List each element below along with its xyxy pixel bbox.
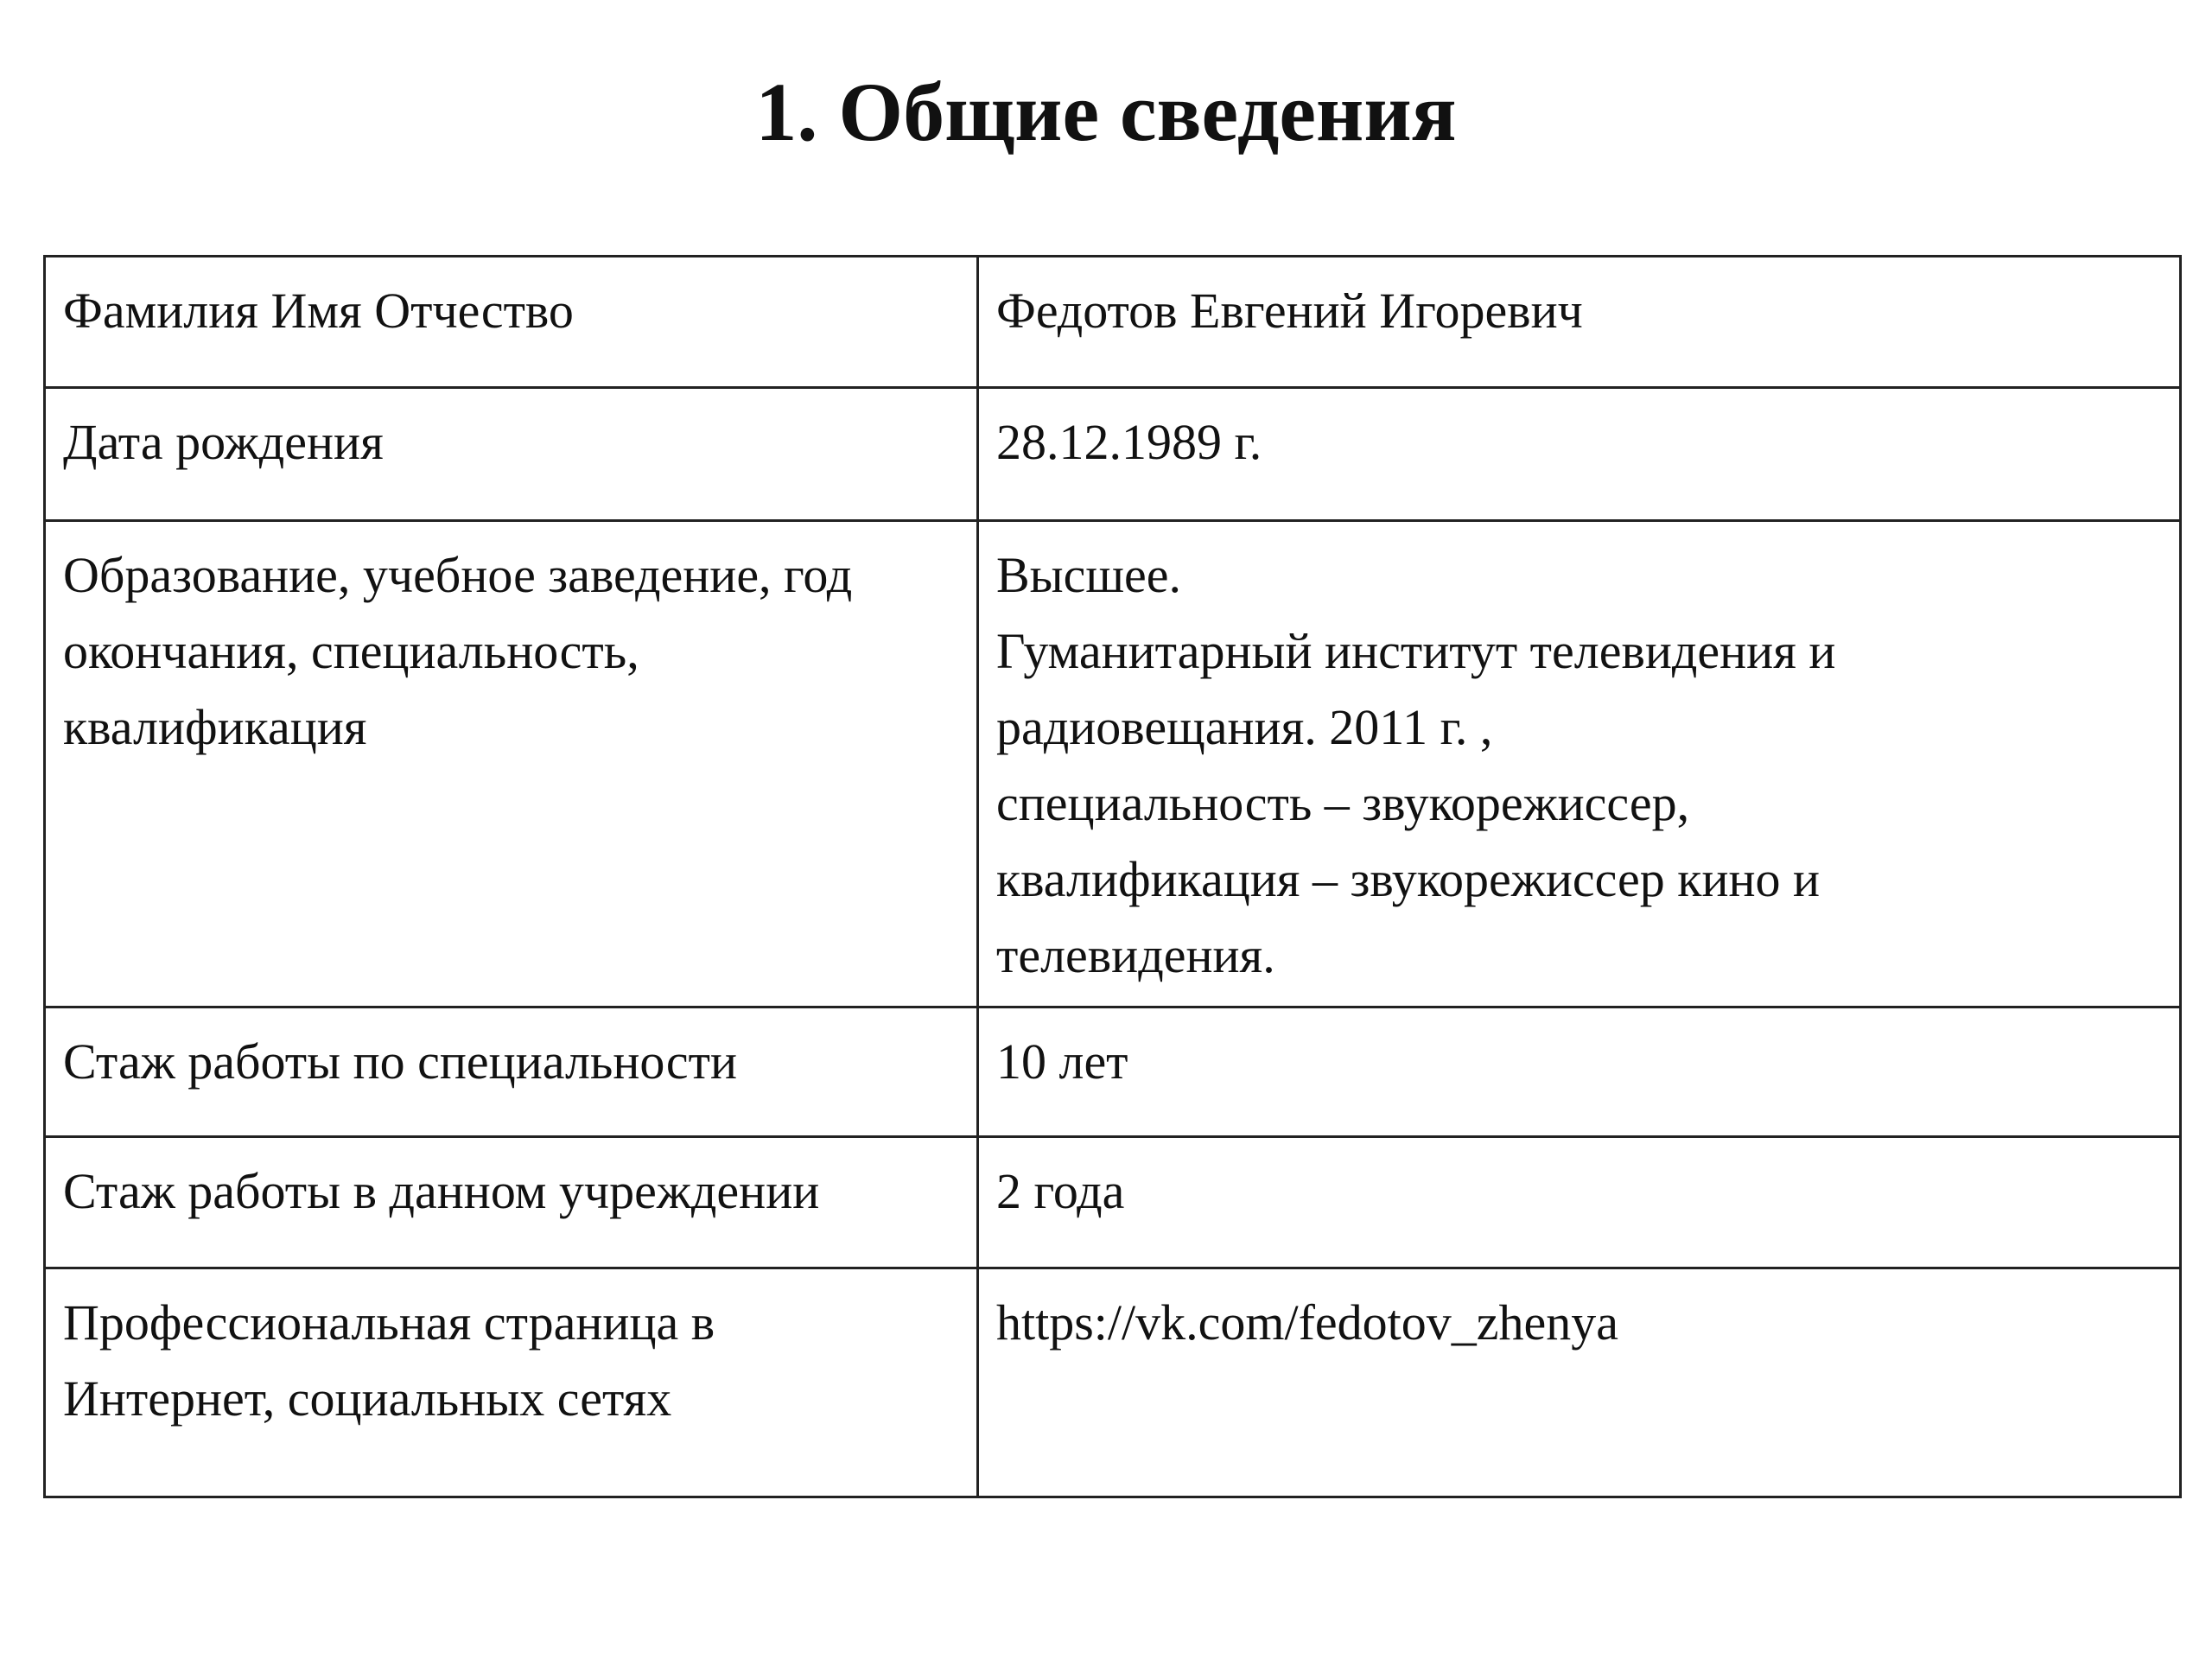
label-birth-date: Дата рождения bbox=[45, 388, 978, 521]
value-specialty-experience: 10 лет bbox=[978, 1007, 2181, 1137]
table-row-education bbox=[45, 521, 2181, 1007]
value-birth-date: 28.12.1989 г. bbox=[978, 388, 2181, 521]
page-title: 1. Общие сведения bbox=[755, 66, 1457, 158]
value-institution-experience: 2 года bbox=[978, 1137, 2181, 1268]
table-row-full-name bbox=[45, 257, 2181, 388]
label-education: Образование, учебное заведение, год окончания, специальность, квалификация bbox=[45, 521, 978, 1007]
value-professional-page-link[interactable]: https://vk.com/fedotov_zhenya bbox=[978, 1268, 2181, 1497]
table-row-specialty-experience bbox=[45, 1007, 2181, 1137]
label-specialty-experience: Стаж работы по специальности bbox=[45, 1007, 978, 1137]
table-row-institution-experience bbox=[45, 1137, 2181, 1268]
value-full-name: Федотов Евгений Игоревич bbox=[978, 257, 2181, 388]
label-professional-page: Профессиональная страница в Интернет, социальных сетях bbox=[45, 1268, 978, 1497]
label-institution-experience: Стаж работы в данном учреждении bbox=[45, 1137, 978, 1268]
table-row-birth-date bbox=[45, 388, 2181, 521]
label-full-name: Фамилия Имя Отчество bbox=[45, 257, 978, 388]
general-info-table bbox=[43, 255, 2182, 1498]
value-education: Высшее. Гуманитарный институт телевидения и радиовещания. 2011 г. , специальность – звукорежиссер, квалификация – звукорежиссер кино и телевидения. bbox=[978, 521, 2181, 1007]
table-row-professional-page bbox=[45, 1268, 2181, 1497]
